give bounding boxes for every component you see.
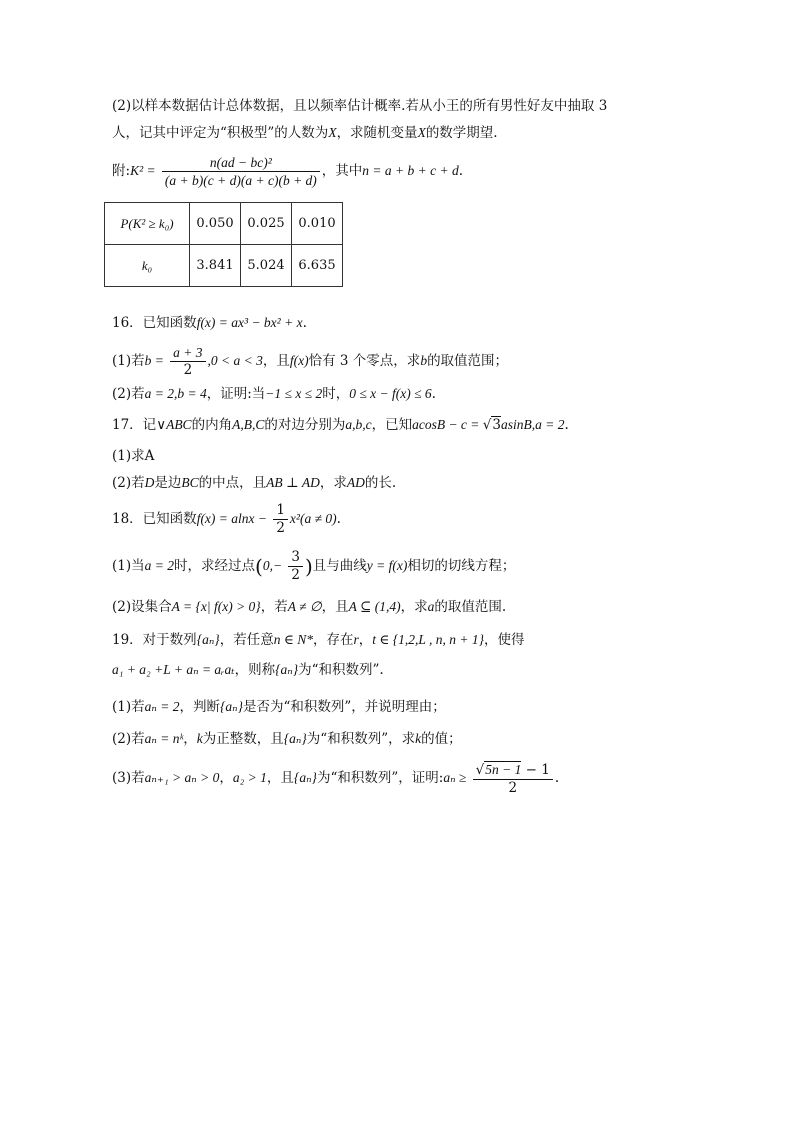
paren-right: ) (304, 554, 313, 579)
q15-part2-line2 (112, 123, 498, 143)
math: A ⊆ (1,4) (348, 599, 401, 614)
math: aₙ = 2 (144, 699, 180, 714)
text: ，且 (321, 599, 349, 615)
text: − 1 (521, 761, 550, 778)
math: {aₙ} (293, 770, 317, 785)
q17-part2 (112, 473, 396, 493)
text: ，求 (319, 475, 347, 491)
text: 的取值范围. (434, 599, 507, 615)
text: ，证明:当 (206, 386, 266, 402)
fraction (273, 502, 288, 537)
fraction-denominator: 2 (276, 520, 285, 536)
critical-value-table (104, 202, 343, 287)
text: 人，记其中评定为“积极型”的人数为 (112, 125, 329, 141)
text: (2)若 (112, 731, 145, 747)
q18-part1 (112, 546, 515, 587)
text: 时， (322, 386, 350, 402)
math: ∨ABC (156, 417, 192, 432)
text: 的对边分别为 (264, 417, 346, 433)
math: b = (144, 353, 164, 368)
math: f(x) = alnx − (196, 511, 268, 526)
table-row (105, 245, 343, 287)
text: . (431, 386, 436, 402)
math: y = f(x) (366, 558, 408, 573)
text: . (554, 770, 560, 786)
text: 是否为“和积数列”，并说明理由； (243, 699, 446, 715)
text: 17．记 (112, 417, 157, 433)
text: 的内角 (191, 417, 233, 433)
math: D (144, 475, 155, 490)
formula-lhs: K² = (130, 163, 156, 178)
math: k (415, 731, 422, 746)
table-cell: 3.841 (190, 245, 241, 287)
math: ,0 < a < 3 (207, 353, 263, 368)
math: f(x) (289, 353, 309, 368)
formula-prefix: 附: (112, 163, 131, 179)
math: AD (346, 475, 365, 490)
q19-part1 (112, 697, 446, 717)
math: A,B,C (232, 417, 265, 432)
q15-part2-line1: (2)以样本数据估计总体数据，且以频率估计概率.若从小王的所有男性好友中抽取 3 (112, 98, 608, 114)
text: ，已知 (371, 417, 413, 433)
math: BC (181, 475, 199, 490)
text: . (302, 315, 307, 331)
text: 的取值范围； (427, 353, 509, 369)
text: 且与曲线 (312, 558, 367, 574)
math: A ≠ ∅ (287, 599, 322, 614)
formula-denominator: (a + b)(c + d)(a + c)(b + d) (164, 173, 317, 188)
text: 19．对于数列 (112, 632, 197, 648)
fraction-numerator: √5n − 1 − 1 (473, 761, 553, 780)
text: (3)若 (112, 770, 145, 786)
math: {aₙ} (196, 632, 220, 647)
table-cell: 0.050 (190, 203, 241, 245)
math: t ∈ {1,2,L , n, n + 1} (372, 632, 485, 647)
q19-part2 (112, 729, 462, 749)
q18-stem (112, 500, 341, 538)
math: f(x) = ax³ − bx² + x (196, 315, 303, 330)
text: 16．已知函数 (112, 315, 197, 331)
text: ，判断 (179, 699, 220, 715)
fraction (170, 344, 205, 379)
text: (2)设集合 (112, 599, 172, 615)
table-cell: 6.635 (292, 245, 343, 287)
text: (2)若 (112, 386, 145, 402)
table-cell: 5.024 (241, 245, 292, 287)
math: b (420, 353, 428, 368)
math: n ∈ N* (273, 632, 313, 647)
math: x² (289, 511, 300, 526)
text: 18．已知函数 (112, 511, 197, 527)
text: ， (219, 770, 233, 786)
math: a₂ > 1 (232, 770, 267, 785)
text: 为“和积数列”. (298, 662, 384, 678)
text: ，求 (400, 599, 428, 615)
text: 的中点，且 (198, 475, 267, 491)
table-cell: 0.010 (292, 203, 343, 245)
chi-square-formula (112, 152, 463, 190)
text: ，存在 (312, 632, 354, 648)
sqrt-radicand: 5n − 1 (485, 761, 522, 777)
q19-part3 (112, 758, 559, 798)
text: 的长. (364, 475, 397, 491)
math: a₁ + a₂ +L + aₙ = aᵣaₜ (112, 662, 235, 677)
table-cell: k₀ (105, 245, 190, 287)
math: aₙ ≥ (443, 770, 467, 785)
text: ，求随机变量 (336, 125, 418, 141)
text: 相切的切线方程； (407, 558, 516, 574)
text: (1)若 (112, 699, 145, 715)
text: 为正整数，且 (202, 731, 284, 747)
q18-part2 (112, 597, 506, 617)
math: aₙ = nᵏ (144, 731, 184, 746)
q16-stem (112, 313, 307, 333)
math: (a ≠ 0) (299, 511, 337, 526)
text: ，则称 (234, 662, 276, 678)
math: −1 ≤ x ≤ 2 (265, 386, 323, 401)
text: 为“和积数列”，求 (306, 731, 416, 747)
math: 0 ≤ x − f(x) ≤ 6 (349, 386, 432, 401)
text: 恰有 3 个零点，求 (308, 353, 421, 369)
math: {aₙ} (219, 699, 243, 714)
fraction (288, 549, 303, 584)
text: (1)当 (112, 558, 145, 574)
math: 0,− (262, 558, 283, 573)
paren-left: ( (255, 554, 263, 579)
var-x: X (328, 125, 337, 140)
text: 的值； (421, 731, 462, 747)
text: 的数学期望. (425, 125, 498, 141)
text: ，使得 (484, 632, 525, 648)
text: ，若任意 (219, 632, 274, 648)
table-row (105, 203, 343, 245)
math: A = {x| f(x) > 0} (171, 599, 261, 614)
fraction-denominator: 2 (183, 362, 193, 378)
math: {aₙ} (283, 731, 307, 746)
fraction-numerator: 3 (288, 549, 303, 567)
text: (1)若 (112, 353, 145, 369)
math: r (353, 632, 359, 647)
fraction-denominator: 2 (508, 779, 518, 796)
fraction-denominator: 2 (291, 567, 300, 583)
math: aₙ₊₁ > aₙ > 0 (144, 770, 220, 785)
sqrt-radicand: 3 (492, 417, 501, 433)
var-x: X (417, 125, 426, 140)
text: 是边 (154, 475, 182, 491)
q19-definition (112, 660, 384, 680)
q16-part2 (112, 384, 436, 404)
text: . (458, 163, 464, 179)
text: ，且 (262, 353, 290, 369)
q17-stem: 17．记∨ABC的内角A,B,C的对边分别为a,b,c，已知acosB − c = √3asinB,a = 2. (112, 417, 569, 433)
math: k (196, 731, 203, 746)
math: a = 2,b = 4 (144, 386, 207, 401)
math: a = 2 (144, 558, 174, 573)
math: a (427, 599, 435, 614)
math: a,b,c (345, 417, 372, 432)
formula-numerator: n(ad − bc)² (162, 154, 320, 172)
text: . (564, 417, 569, 433)
text: ，其中 (321, 163, 363, 179)
text: ，若 (260, 599, 288, 615)
text: (2)若 (112, 475, 145, 491)
formula-fraction (162, 154, 320, 189)
text: ， (183, 731, 197, 747)
q19-stem (112, 630, 525, 650)
fraction-numerator: 1 (273, 502, 288, 520)
formula-n-definition: n = a + b + c + d (362, 163, 459, 178)
math: asinB,a = 2 (501, 417, 565, 432)
q16-part1 (112, 342, 508, 380)
math: AB ⊥ AD (266, 475, 320, 490)
text: ， (358, 632, 373, 648)
text: ，且 (266, 770, 294, 786)
q17-part1: (1)求A (112, 448, 155, 464)
fraction (473, 761, 553, 797)
text: 为“和积数列”，证明: (316, 770, 444, 786)
math: {aₙ} (275, 662, 299, 677)
table-cell: 0.025 (241, 203, 292, 245)
text: 时，求经过点 (174, 558, 255, 574)
table-cell: P(K² ≥ k₀) (105, 203, 190, 245)
fraction-numerator: a + 3 (170, 344, 205, 362)
text: . (336, 511, 341, 527)
math: acosB − c = (412, 417, 483, 432)
